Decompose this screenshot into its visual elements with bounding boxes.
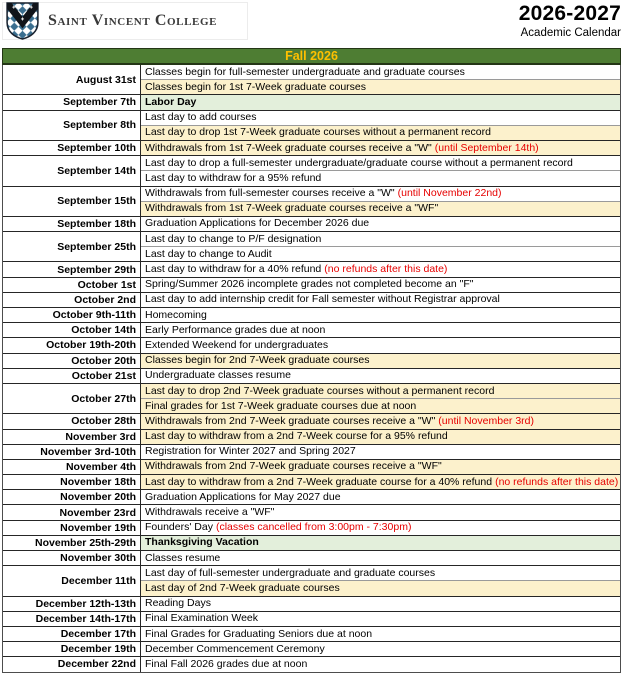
event-text: Extended Weekend for undergraduates xyxy=(145,338,329,351)
event-cell xyxy=(141,475,620,489)
event-text: Reading Days xyxy=(145,597,211,610)
event-cell xyxy=(141,369,620,383)
date-cell: September 14th xyxy=(3,156,141,185)
event-text: Classes begin for full-semester undergraduate and graduate courses xyxy=(145,65,465,78)
date-cell: October 28th xyxy=(3,414,141,428)
event-text: Last day to add courses xyxy=(145,111,257,124)
event-cell xyxy=(141,232,620,246)
year-range: 2026-2027 xyxy=(518,2,621,25)
date-cell: November 30th xyxy=(3,551,141,565)
date-cell: December 17th xyxy=(3,627,141,641)
events-column xyxy=(141,445,620,459)
event-cell xyxy=(141,384,620,398)
date-cell: September 7th xyxy=(3,95,141,109)
calendar-row-group xyxy=(3,308,620,323)
calendar-row-group xyxy=(3,566,620,596)
calendar-row-group xyxy=(3,293,620,308)
event-cell xyxy=(141,566,620,580)
event-text: Withdrawals from 1st 7-Week graduate courses receive a "W" xyxy=(145,141,432,154)
event-text: Final Examination Week xyxy=(145,612,259,625)
date-cell: October 21st xyxy=(3,369,141,383)
event-text: Homecoming xyxy=(145,308,207,321)
events-column xyxy=(141,551,620,565)
events-column xyxy=(141,111,620,140)
events-column xyxy=(141,642,620,656)
event-text: Withdrawals from 2nd 7-Week graduate courses receive a "WF" xyxy=(145,460,442,473)
events-column xyxy=(141,490,620,504)
event-cell xyxy=(141,111,620,125)
events-column xyxy=(141,323,620,337)
date-cell: September 29th xyxy=(3,262,141,276)
event-cell xyxy=(141,156,620,170)
date-cell: October 1st xyxy=(3,278,141,292)
season-title: Fall 2026 xyxy=(285,49,338,63)
event-text: Last day to drop 1st 7-Week graduate courses without a permanent record xyxy=(145,126,491,139)
event-cell xyxy=(141,217,620,231)
event-cell xyxy=(141,460,620,474)
event-text: Classes resume xyxy=(145,551,221,564)
date-cell: November 19th xyxy=(3,521,141,535)
event-text: Spring/Summer 2026 incomplete grades not completed become an "F" xyxy=(145,278,474,291)
event-cell xyxy=(141,398,620,413)
calendar-row-group xyxy=(3,278,620,293)
event-cell xyxy=(141,490,620,504)
calendar-row-group xyxy=(3,354,620,369)
event-cell xyxy=(141,521,620,535)
calendar-row-group xyxy=(3,536,620,551)
event-text: December Commencement Ceremony xyxy=(145,642,325,655)
event-text: Withdrawals from 2nd 7-Week graduate courses receive a "W" xyxy=(145,414,436,427)
events-column xyxy=(141,414,620,428)
events-column xyxy=(141,536,620,550)
event-cell xyxy=(141,657,620,671)
event-cell xyxy=(141,414,620,428)
calendar-row-group xyxy=(3,505,620,520)
event-cell xyxy=(141,354,620,368)
event-cell xyxy=(141,95,620,109)
event-text: Last day to withdraw for a 95% refund xyxy=(145,171,322,184)
event-note: (until November 22nd) xyxy=(397,187,502,200)
date-cell: December 14th-17th xyxy=(3,612,141,626)
college-name: Saint Vincent College xyxy=(48,12,218,29)
event-note: (until November 3rd) xyxy=(438,414,534,427)
events-column xyxy=(141,521,620,535)
date-cell: September 8th xyxy=(3,111,141,140)
events-column xyxy=(141,156,620,185)
date-cell: October 19th-20th xyxy=(3,338,141,352)
calendar-row-group xyxy=(3,217,620,232)
events-column xyxy=(141,278,620,292)
event-cell xyxy=(141,246,620,261)
events-column xyxy=(141,232,620,261)
event-cell xyxy=(141,187,620,201)
event-text: Withdrawals from full-semester courses receive a "W" xyxy=(145,187,395,200)
event-text: Final Fall 2026 grades due at noon xyxy=(145,657,308,670)
event-text: Early Performance grades due at noon xyxy=(145,323,326,336)
event-cell xyxy=(141,201,620,216)
college-logo xyxy=(2,2,248,40)
event-text: Last day of 2nd 7-Week graduate courses xyxy=(145,581,340,594)
date-cell: October 9th-11th xyxy=(3,308,141,322)
events-column xyxy=(141,262,620,276)
calendar-row-group xyxy=(3,323,620,338)
events-column xyxy=(141,354,620,368)
date-cell: October 14th xyxy=(3,323,141,337)
calendar-row-group xyxy=(3,141,620,156)
event-text: Final Grades for Graduating Seniors due at noon xyxy=(145,627,373,640)
events-column xyxy=(141,308,620,322)
event-cell xyxy=(141,551,620,565)
calendar-row-group xyxy=(3,95,620,110)
event-cell xyxy=(141,445,620,459)
event-text: Last day of full-semester undergraduate and graduate courses xyxy=(145,566,436,579)
events-column xyxy=(141,65,620,94)
event-cell xyxy=(141,323,620,337)
shield-icon xyxy=(6,2,39,40)
events-column xyxy=(141,141,620,155)
event-text: Last day to withdraw from a 2nd 7-Week course for a 95% refund xyxy=(145,430,448,443)
event-text: Thanksgiving Vacation xyxy=(145,536,259,549)
date-cell: September 18th xyxy=(3,217,141,231)
events-column xyxy=(141,369,620,383)
event-cell xyxy=(141,278,620,292)
event-text: Final grades for 1st 7-Week graduate courses due at noon xyxy=(145,399,417,412)
date-cell: November 20th xyxy=(3,490,141,504)
event-text: Last day to change to Audit xyxy=(145,247,272,260)
events-column xyxy=(141,505,620,519)
event-cell xyxy=(141,308,620,322)
events-column xyxy=(141,187,620,216)
event-text: Last day to change to P/F designation xyxy=(145,232,322,245)
events-column xyxy=(141,657,620,671)
calendar-row-group xyxy=(3,521,620,536)
event-note: (no refunds after this date) xyxy=(324,263,448,276)
date-cell: September 25th xyxy=(3,232,141,261)
calendar-row-group xyxy=(3,338,620,353)
event-text: Last day to drop 2nd 7-Week graduate courses without a permanent record xyxy=(145,384,495,397)
events-column xyxy=(141,597,620,611)
event-cell xyxy=(141,262,620,276)
event-cell xyxy=(141,627,620,641)
calendar-row-group xyxy=(3,445,620,460)
date-cell: August 31st xyxy=(3,65,141,94)
calendar-row-group xyxy=(3,187,620,217)
calendar-row-group xyxy=(3,384,620,414)
event-note: (no refunds after this date) xyxy=(495,475,619,488)
calendar-row-group xyxy=(3,612,620,627)
calendar-row-group xyxy=(3,597,620,612)
event-text: Last day to drop a full-semester undergraduate/graduate course without a permanent record xyxy=(145,156,573,169)
calendar-row-group xyxy=(3,262,620,277)
events-column xyxy=(141,475,620,489)
date-cell: November 3rd xyxy=(3,430,141,444)
season-header xyxy=(2,48,621,65)
event-cell xyxy=(141,170,620,185)
event-note: (until September 14th) xyxy=(434,141,539,154)
event-note: (classes cancelled from 3:00pm - 7:30pm) xyxy=(215,521,412,534)
events-column xyxy=(141,460,620,474)
calendar-row-group xyxy=(3,156,620,186)
date-cell: October 20th xyxy=(3,354,141,368)
events-column xyxy=(141,293,620,307)
page-header xyxy=(2,2,621,44)
date-cell: December 11th xyxy=(3,566,141,595)
calendar-subtitle: Academic Calendar xyxy=(520,27,621,40)
event-cell xyxy=(141,65,620,79)
event-cell xyxy=(141,430,620,444)
event-cell xyxy=(141,125,620,140)
events-column xyxy=(141,566,620,595)
event-cell xyxy=(141,505,620,519)
calendar-row-group xyxy=(3,460,620,475)
event-cell xyxy=(141,79,620,94)
calendar-row-group xyxy=(3,490,620,505)
events-column xyxy=(141,627,620,641)
date-cell: October 2nd xyxy=(3,293,141,307)
calendar-row-group xyxy=(3,657,620,671)
event-text: Graduation Applications for May 2027 due xyxy=(145,490,341,503)
date-cell: December 22nd xyxy=(3,657,141,671)
event-cell xyxy=(141,338,620,352)
events-column xyxy=(141,430,620,444)
year-block xyxy=(519,2,621,39)
event-cell xyxy=(141,612,620,626)
event-text: Registration for Winter 2027 and Spring 2027 xyxy=(145,445,356,458)
calendar-row-group xyxy=(3,642,620,657)
event-cell xyxy=(141,293,620,307)
event-text: Withdrawals receive a "WF" xyxy=(145,506,275,519)
event-text: Classes begin for 2nd 7-Week graduate courses xyxy=(145,354,370,367)
event-text: Founders' Day xyxy=(145,521,213,534)
events-column xyxy=(141,217,620,231)
date-cell: September 15th xyxy=(3,187,141,216)
events-column xyxy=(141,612,620,626)
date-cell: November 4th xyxy=(3,460,141,474)
date-cell: December 12th-13th xyxy=(3,597,141,611)
event-text: Last day to add internship credit for Fall semester without Registrar approval xyxy=(145,293,500,306)
date-cell: December 19th xyxy=(3,642,141,656)
event-cell xyxy=(141,597,620,611)
date-cell: November 25th-29th xyxy=(3,536,141,550)
calendar-row-group xyxy=(3,414,620,429)
event-text: Graduation Applications for December 2026 due xyxy=(145,217,370,230)
date-cell: November 18th xyxy=(3,475,141,489)
calendar-row-group xyxy=(3,430,620,445)
event-text: Withdrawals from 1st 7-Week graduate courses receive a "WF" xyxy=(145,202,439,215)
calendar-row-group xyxy=(3,232,620,262)
calendar-row-group xyxy=(3,475,620,490)
calendar-table xyxy=(2,65,621,673)
event-text: Last day to withdraw from a 2nd 7-Week graduate course for a 40% refund xyxy=(145,475,493,488)
event-cell xyxy=(141,141,620,155)
event-cell xyxy=(141,536,620,550)
date-cell: November 3rd-10th xyxy=(3,445,141,459)
calendar-row-group xyxy=(3,369,620,384)
date-cell: November 23rd xyxy=(3,505,141,519)
calendar-row-group xyxy=(3,65,620,95)
event-text: Undergraduate classes resume xyxy=(145,369,291,382)
event-text: Labor Day xyxy=(145,95,197,108)
event-text: Last day to withdraw for a 40% refund xyxy=(145,263,322,276)
event-text: Classes begin for 1st 7-Week graduate courses xyxy=(145,80,367,93)
events-column xyxy=(141,338,620,352)
date-cell: September 10th xyxy=(3,141,141,155)
calendar-row-group xyxy=(3,551,620,566)
event-cell xyxy=(141,580,620,595)
calendar-row-group xyxy=(3,111,620,141)
date-cell: October 27th xyxy=(3,384,141,413)
events-column xyxy=(141,95,620,109)
events-column xyxy=(141,384,620,413)
calendar-row-group xyxy=(3,627,620,642)
event-cell xyxy=(141,642,620,656)
